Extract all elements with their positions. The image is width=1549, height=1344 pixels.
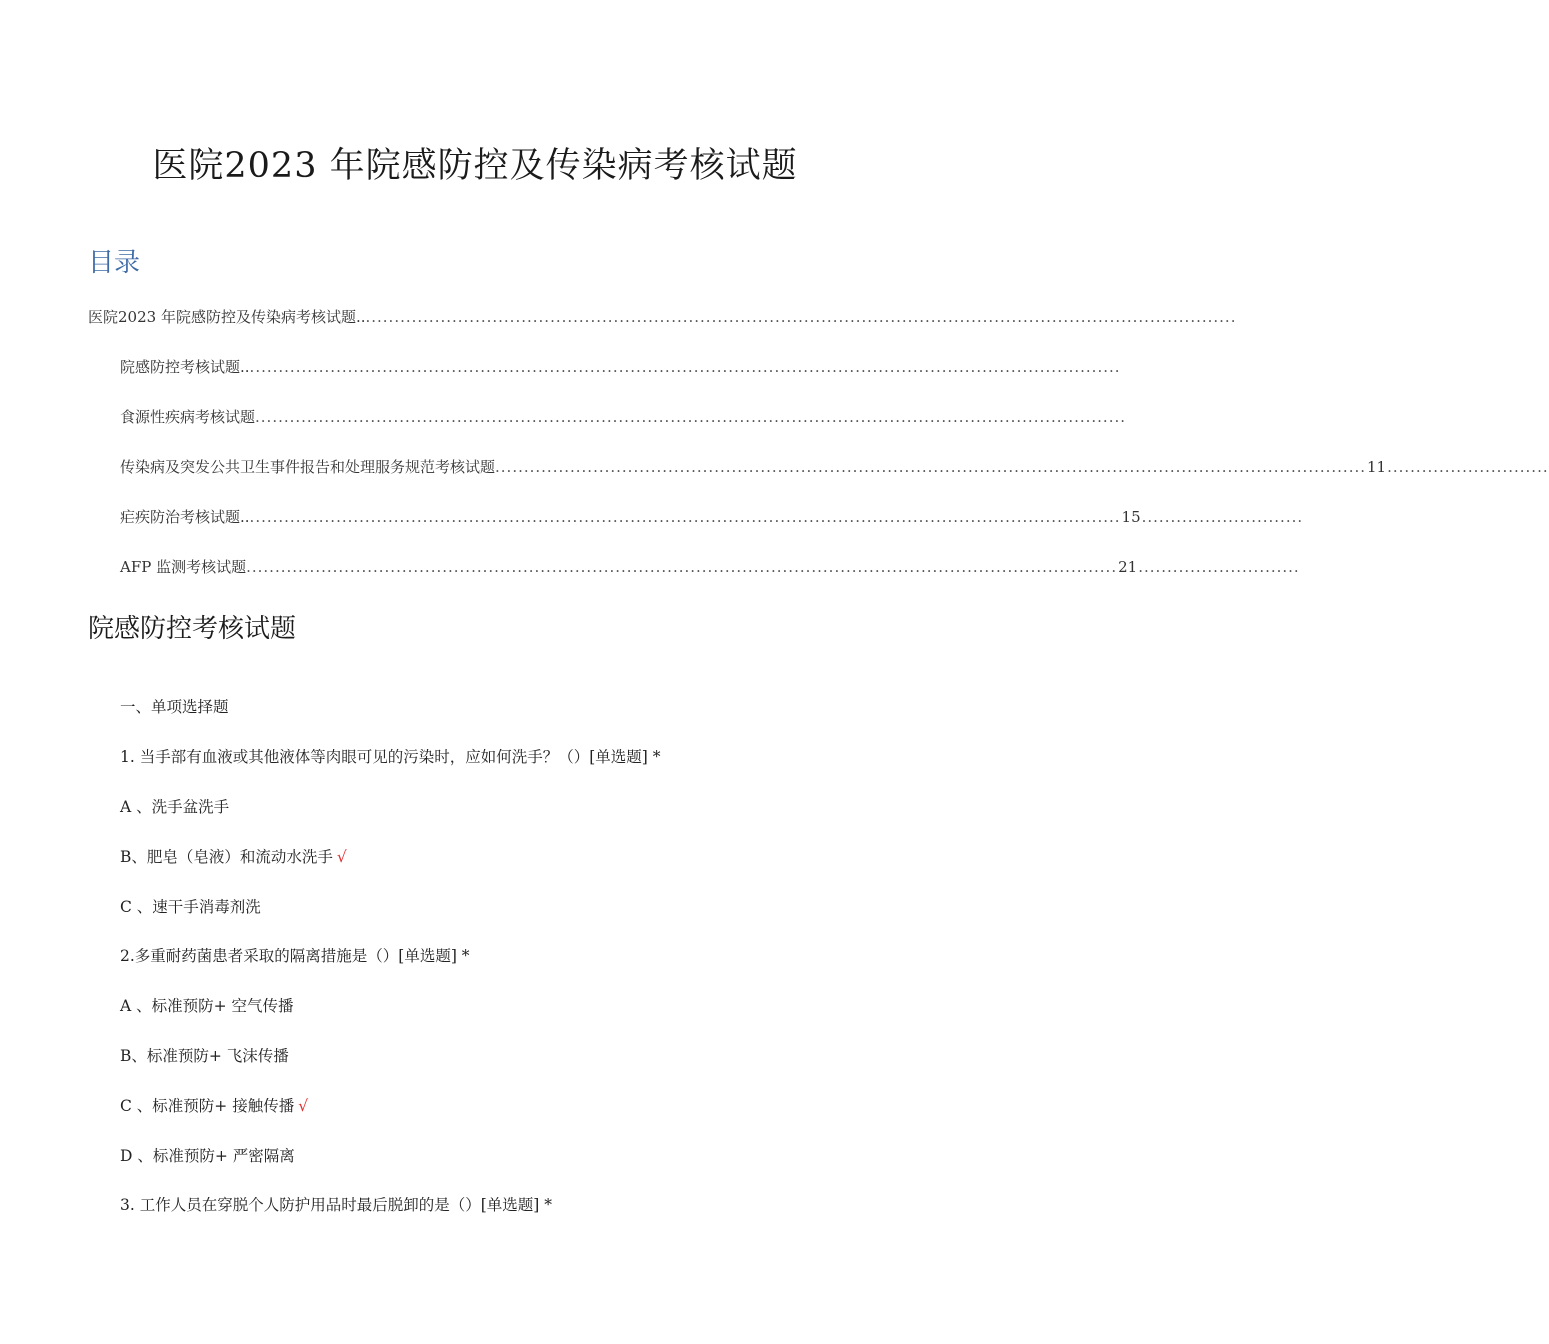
question-group-label: 一、单项选择题 bbox=[120, 698, 229, 716]
toc-entry-label: 传染病及突发公共卫生事件报告和处理服务规范考核试题 bbox=[120, 458, 496, 476]
correct-check-icon: √ bbox=[298, 1097, 309, 1115]
toc-leader-dots: ....................................................................................................................................................... bbox=[249, 508, 1121, 526]
answer-option[interactable]: B、肥皂（皂液）和流动水洗手 √ bbox=[120, 848, 347, 866]
toc-page-number: 21 bbox=[1118, 558, 1138, 576]
toc-entry-label: 院感防控考核试题.. bbox=[120, 358, 250, 376]
toc-leader-dots: ............................ bbox=[1141, 508, 1304, 526]
question-text: 2.多重耐药菌患者采取的隔离措施是（）[单选题] * bbox=[120, 947, 470, 965]
toc-entry[interactable] bbox=[120, 356, 1121, 378]
toc-page-number: 15 bbox=[1121, 508, 1141, 526]
question-text: 1. 当手部有血液或其他液体等肉眼可见的污染时，应如何洗手？（）[单选题] * bbox=[120, 748, 661, 766]
answer-option[interactable]: D 、标准预防+ 严密隔离 bbox=[120, 1147, 295, 1165]
toc-leader-dots: ............................ bbox=[1387, 458, 1549, 476]
answer-option[interactable]: C 、速干手消毒剂洗 bbox=[120, 898, 261, 916]
toc-entry[interactable] bbox=[120, 406, 1126, 428]
section-heading: 院感防控考核试题 bbox=[88, 614, 297, 644]
answer-option[interactable]: B、标准预防+ 飞沫传播 bbox=[120, 1047, 289, 1065]
toc-entry[interactable] bbox=[120, 456, 1549, 478]
answer-option[interactable]: A 、标准预防+ 空气传播 bbox=[120, 997, 294, 1015]
toc-page-number: 11 bbox=[1367, 458, 1387, 476]
toc-heading: 目录 bbox=[88, 248, 141, 278]
toc-leader-dots: ....................................................................................................................................................... bbox=[365, 308, 1237, 326]
correct-check-icon: √ bbox=[336, 848, 347, 866]
toc-entry-label: AFP 监测考核试题 bbox=[120, 558, 247, 576]
answer-option[interactable]: A 、洗手盆洗手 bbox=[120, 798, 230, 816]
toc-entry[interactable] bbox=[88, 306, 1237, 328]
toc-leader-dots: ....................................................................................................................................................... bbox=[246, 558, 1118, 576]
document-title: 医院2023 年院感防控及传染病考核试题 bbox=[152, 146, 798, 186]
toc-leader-dots: ....................................................................................................................................................... bbox=[495, 458, 1366, 476]
toc-entry[interactable] bbox=[120, 506, 1304, 528]
toc-entry-label: 疟疾防治考核试题.. bbox=[120, 508, 250, 526]
question-text: 3. 工作人员在穿脱个人防护用品时最后脱卸的是（）[单选题] * bbox=[120, 1196, 552, 1214]
toc-entry-label: 医院2023 年院感防控及传染病考核试题.. bbox=[88, 308, 366, 326]
toc-leader-dots: ....................................................................................................................................................... bbox=[255, 408, 1126, 426]
toc-entry[interactable] bbox=[120, 556, 1300, 578]
toc-leader-dots: ............................ bbox=[1138, 558, 1300, 576]
toc-entry-label: 食源性疾病考核试题 bbox=[120, 408, 256, 426]
toc-leader-dots: ....................................................................................................................................................... bbox=[249, 358, 1121, 376]
answer-option[interactable]: C 、标准预防+ 接触传播 √ bbox=[120, 1097, 309, 1115]
